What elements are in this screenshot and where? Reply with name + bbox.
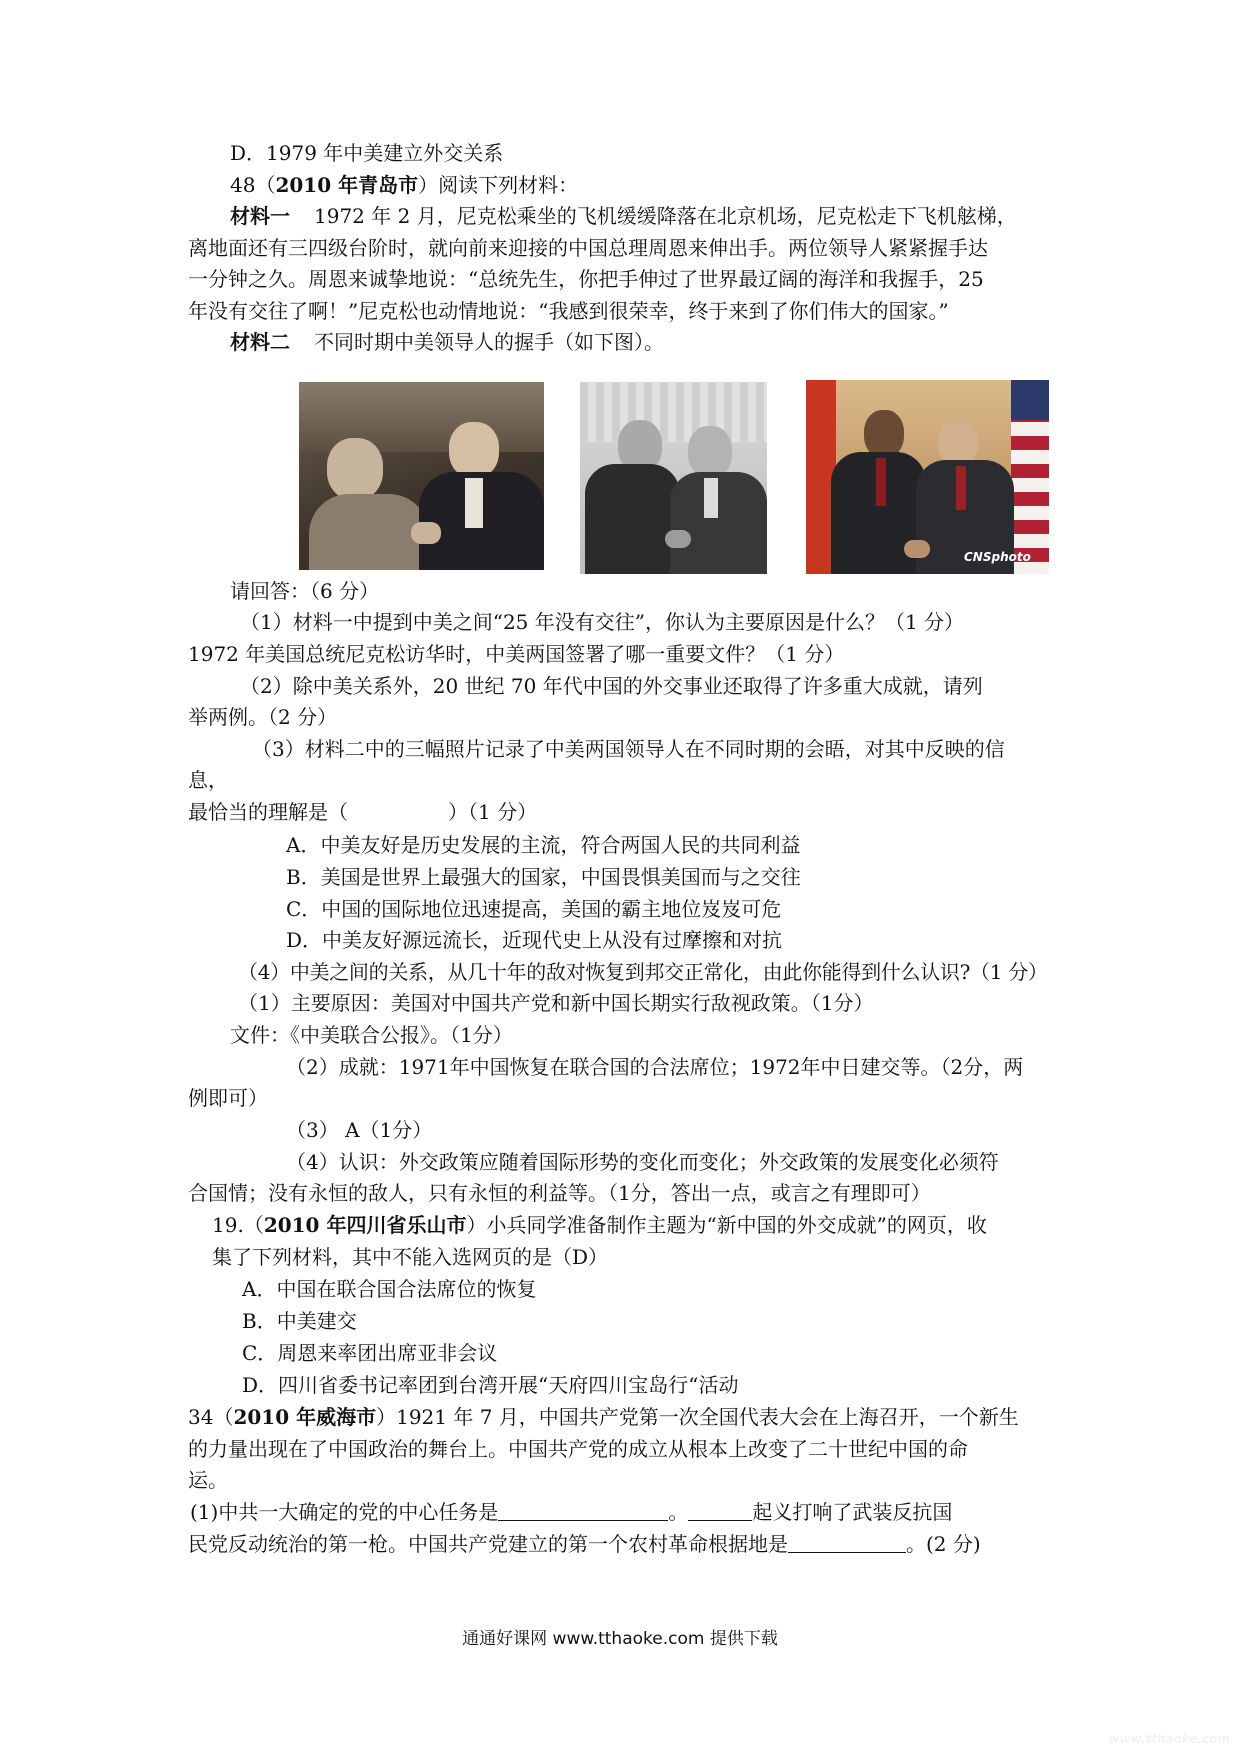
q19-line-2: 集了下列材料，其中不能入选网页的是（D） — [212, 1245, 609, 1269]
q48-sub2-line-1: （2）除中美关系外，20 世纪 70 年代中国的外交事业还取得了许多重大成就，请列 — [240, 674, 983, 698]
material1-line-3: 一分钟之久。周恩来诚挚地说：“总统先生，你把手伸过了世界最辽阔的海洋和我握手，25 — [188, 267, 984, 291]
q48-sub4: （4）中美之间的关系，从几十年的敌对恢复到邦交正常化，由此你能得到什么认识?（1 分） — [238, 960, 1048, 984]
q48-heading — [230, 172, 578, 198]
q48-intro: ）阅读下列材料： — [418, 173, 579, 197]
q48-sub2-line-2: 举两例。（2 分） — [188, 705, 338, 729]
material2-label: 材料二 — [230, 330, 290, 354]
q19-option-a: A．中国在联合国合法席位的恢复 — [242, 1277, 537, 1301]
q19-source: 2010 年四川省乐山市 — [263, 1213, 467, 1237]
q48-option-c: C．中国的国际地位迅速提高，美国的霸主地位岌岌可危 — [286, 897, 782, 921]
photo-bush-jiang-handshake — [580, 382, 767, 574]
faint-watermark: www.tthaoke.com — [1108, 1732, 1230, 1746]
q48-prompt: 请回答：（6 分） — [230, 579, 380, 603]
q19-line-1: 19.（2010 年四川省乐山市）小兵同学准备制作主题为“新中国的外交成就”的网页，收 — [212, 1213, 987, 1237]
q48-answer-3: （2）成就：1971年中国恢复在联合国的合法席位；1972年中日建交等。（2分，两 — [286, 1055, 1024, 1079]
q48-source: 2010 年青岛市 — [275, 173, 419, 197]
q19-option-b: B．中美建交 — [242, 1309, 357, 1333]
q48-answer-5: （3） A（1分） — [286, 1118, 433, 1142]
page-footer: 通通好课网 www.tthaoke.com 提供下载 — [462, 1629, 778, 1649]
photo-mao-nixon-handshake — [299, 382, 544, 570]
material1-line-4: 年没有交往了啊！”尼克松也动情地说：“我感到很荣幸，终于来到了你们伟大的国家。” — [188, 299, 949, 323]
q48-answer-2: 文件：《中美联合公报》。（1分） — [230, 1023, 513, 1047]
q48-sub1-line-1: （1）材料一中提到中美之间“25 年没有交往”，你认为主要原因是什么？（1 分） — [240, 610, 965, 634]
photo-watermark-cnsphoto: CNSphoto — [964, 550, 1031, 564]
answer-blank-central-task[interactable] — [498, 1500, 668, 1521]
q48-sub3-line-3: 最恰当的理解是（ ）（1 分） — [188, 800, 538, 824]
q48-answer-6: （4）认识：外交政策应随着国际形势的变化而变化；外交政策的发展变化必须符 — [286, 1150, 999, 1174]
q48-option-a: A．中美友好是历史发展的主流，符合两国人民的共同利益 — [286, 833, 801, 857]
q48-answer-4: 例即可） — [188, 1086, 268, 1110]
q19-option-d: D．四川省委书记率团到台湾开展“天府四川宝岛行“活动 — [242, 1373, 739, 1397]
answer-blank-base-area[interactable] — [788, 1532, 906, 1553]
q34-sub1-line-2: 民党反动统治的第一枪。中国共产党建立的第一个农村革命根据地是 。(2 分) — [188, 1532, 981, 1556]
material1-line-2: 离地面还有三四级台阶时，就向前来迎接的中国总理周恩来伸出手。两位领导人紧紧握手达 — [188, 236, 988, 260]
q48-sub3-line-2: 息， — [188, 768, 228, 792]
q48-sub3-line-1: （3）材料二中的三幅照片记录了中美两国领导人在不同时期的会晤，对其中反映的信 — [252, 737, 1005, 761]
material2-line: 材料二 不同时期中美领导人的握手（如下图）。 — [230, 330, 664, 354]
q34-line-3: 运。 — [188, 1468, 228, 1492]
q34-source: 2010 年威海市 — [233, 1405, 377, 1429]
q47-option-d: D．1979 年中美建立外交关系 — [230, 141, 504, 165]
q19-option-c: C．周恩来率团出席亚非会议 — [242, 1341, 498, 1365]
q34-line-2: 的力量出现在了中国政治的舞台上。中国共产党的成立从根本上改变了二十世纪中国的命 — [188, 1437, 968, 1461]
q48-sub1-line-2: 1972 年美国总统尼克松访华时，中美两国签署了哪一重要文件？（1 分） — [188, 642, 845, 666]
q34-line-1: 34（2010 年威海市）1921 年 7 月，中国共产党第一次全国代表大会在上海召开，一个新生 — [188, 1405, 1019, 1429]
material1-line-1: 材料一 1972 年 2 月，尼克松乘坐的飞机缓缓降落在北京机场，尼克松走下飞机舷梯， — [230, 204, 1017, 228]
q48-answer-7: 合国情；没有永恒的敌人，只有永恒的利益等。（1分，答出一点，或言之有理即可） — [188, 1181, 931, 1205]
photo-obama-hu-handshake — [806, 380, 1049, 574]
answer-blank-uprising[interactable] — [688, 1500, 752, 1521]
material1-label: 材料一 — [230, 204, 290, 228]
q48-option-b: B．美国是世界上最强大的国家，中国畏惧美国而与之交往 — [286, 865, 801, 889]
q34-sub1-line-1: (1)中共一大确定的党的中心任务是 。 起义打响了武装反抗国 — [190, 1500, 953, 1524]
q48-option-d: D．中美友好源远流长，近现代史上从没有过摩擦和对抗 — [286, 928, 783, 952]
q48-answer-1: （1）主要原因：美国对中国共产党和新中国长期实行敌视政策。（1分） — [238, 991, 874, 1015]
q48-number: 48（ — [230, 173, 276, 197]
